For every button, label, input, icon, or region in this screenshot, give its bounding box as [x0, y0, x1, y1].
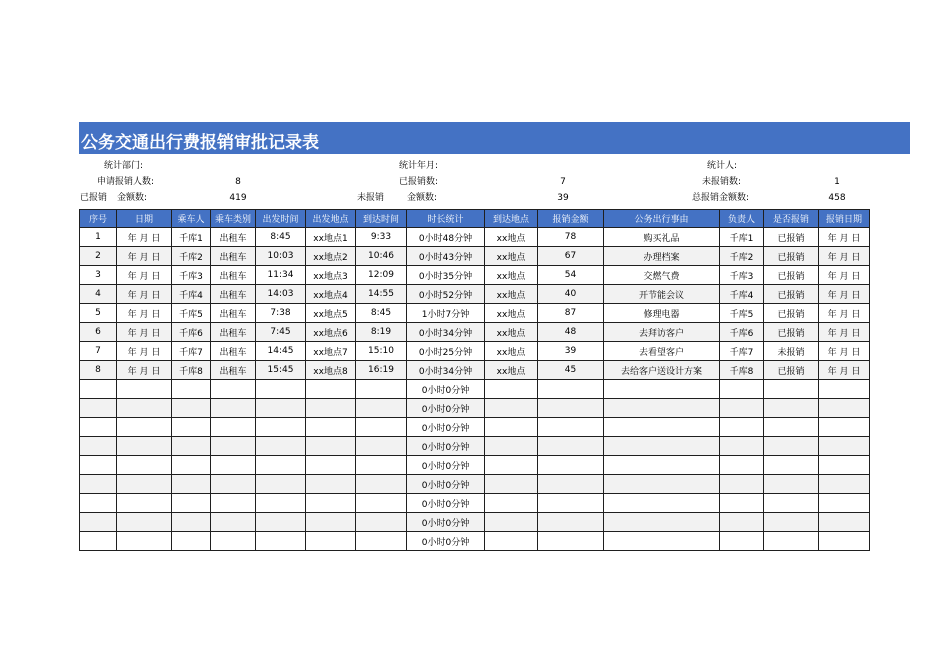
table-cell	[356, 494, 407, 513]
page-title: 公务交通出行费报销审批记录表	[81, 133, 319, 153]
table-cell: 千库7	[172, 342, 211, 361]
table-row	[80, 380, 870, 399]
table-cell: 6	[80, 323, 117, 342]
table-row	[80, 418, 870, 437]
reimbursed-amount-value: 419	[229, 193, 247, 203]
table-cell: 已报销	[764, 323, 819, 342]
reimbursed-count-label: 已报销数:	[398, 177, 438, 187]
table-cell: 7:45	[256, 323, 306, 342]
table-cell: 年 月 日	[117, 323, 172, 342]
table-cell	[306, 494, 356, 513]
table-cell: 年 月 日	[819, 361, 870, 380]
table-cell	[720, 513, 764, 532]
table-cell: 开节能会议	[604, 285, 720, 304]
table-cell: xx地点8	[306, 361, 356, 380]
column-header: 负责人	[720, 210, 764, 228]
table-cell: 1	[80, 228, 117, 247]
table-cell: 年 月 日	[117, 228, 172, 247]
table-cell: 78	[538, 228, 604, 247]
table-cell	[256, 532, 306, 551]
table-cell: 0小时0分钟	[407, 475, 485, 494]
table-cell: 39	[538, 342, 604, 361]
table-cell	[538, 380, 604, 399]
table-cell: 45	[538, 361, 604, 380]
table-cell	[306, 456, 356, 475]
table-cell	[720, 399, 764, 418]
table-cell	[604, 418, 720, 437]
column-header: 乘车人	[172, 210, 211, 228]
table-cell: 千库8	[720, 361, 764, 380]
table-cell: 11:34	[256, 266, 306, 285]
table-cell: 千库2	[172, 247, 211, 266]
table-cell	[604, 513, 720, 532]
table-cell	[80, 380, 117, 399]
table-cell: 出租车	[211, 342, 256, 361]
table-cell: 8	[80, 361, 117, 380]
table-cell: 千库3	[172, 266, 211, 285]
table-cell	[720, 456, 764, 475]
table-cell	[604, 532, 720, 551]
table-cell	[117, 494, 172, 513]
table-cell: 4	[80, 285, 117, 304]
table-cell: 出租车	[211, 247, 256, 266]
table-cell	[604, 437, 720, 456]
table-row	[80, 228, 870, 247]
table-cell: 1小时7分钟	[407, 304, 485, 323]
table-cell: 8:45	[256, 228, 306, 247]
table-cell: 10:46	[356, 247, 407, 266]
table-cell	[538, 494, 604, 513]
table-cell: 千库6	[172, 323, 211, 342]
table-cell: 年 月 日	[117, 247, 172, 266]
table-cell	[211, 494, 256, 513]
table-cell	[819, 380, 870, 399]
table-cell	[172, 475, 211, 494]
table-cell: 0小时52分钟	[407, 285, 485, 304]
table-cell	[604, 456, 720, 475]
table-row	[80, 494, 870, 513]
table-cell	[819, 437, 870, 456]
table-cell: 修理电器	[604, 304, 720, 323]
table-cell: 已报销	[764, 266, 819, 285]
table-cell: 去拜访客户	[604, 323, 720, 342]
table-cell	[720, 532, 764, 551]
table-cell	[256, 399, 306, 418]
column-header: 公务出行事由	[604, 210, 720, 228]
table-cell: 年 月 日	[819, 304, 870, 323]
table-cell: 48	[538, 323, 604, 342]
table-cell	[356, 399, 407, 418]
table-cell: 7:38	[256, 304, 306, 323]
table-cell	[306, 418, 356, 437]
table-cell	[764, 399, 819, 418]
table-cell	[538, 399, 604, 418]
table-row	[80, 266, 870, 285]
table-cell	[256, 456, 306, 475]
table-cell: 年 月 日	[117, 285, 172, 304]
table-cell: 0小时0分钟	[407, 380, 485, 399]
table-cell	[211, 532, 256, 551]
table-cell: 8:19	[356, 323, 407, 342]
table-cell	[819, 418, 870, 437]
table-cell	[256, 437, 306, 456]
table-cell	[117, 380, 172, 399]
title-bar	[79, 122, 910, 154]
table-cell	[604, 399, 720, 418]
column-header: 是否报销	[764, 210, 819, 228]
table-row	[80, 323, 870, 342]
table-cell: 年 月 日	[819, 228, 870, 247]
table-cell: 8:45	[356, 304, 407, 323]
table-cell: 出租车	[211, 304, 256, 323]
table-row	[80, 304, 870, 323]
table-cell: 0小时34分钟	[407, 361, 485, 380]
table-cell	[256, 380, 306, 399]
table-cell: 出租车	[211, 323, 256, 342]
column-header: 乘车类别	[211, 210, 256, 228]
reimbursed-label: 已报销	[80, 193, 108, 203]
table-cell	[172, 494, 211, 513]
table-cell: 年 月 日	[819, 285, 870, 304]
table-cell	[720, 494, 764, 513]
table-cell	[720, 475, 764, 494]
table-cell: 7	[80, 342, 117, 361]
table-cell: xx地点	[485, 304, 538, 323]
column-header: 时长统计	[407, 210, 485, 228]
table-cell: 交燃气费	[604, 266, 720, 285]
table-cell: 0小时0分钟	[407, 532, 485, 551]
table-cell	[356, 475, 407, 494]
table-cell	[211, 437, 256, 456]
table-cell	[764, 456, 819, 475]
table-cell: xx地点	[485, 342, 538, 361]
table-row	[80, 532, 870, 551]
table-cell: 0小时34分钟	[407, 323, 485, 342]
table-cell	[485, 513, 538, 532]
table-cell: 千库4	[720, 285, 764, 304]
table-cell: 16:19	[356, 361, 407, 380]
table-cell	[720, 437, 764, 456]
table-cell: 0小时0分钟	[407, 513, 485, 532]
table-cell: 年 月 日	[819, 247, 870, 266]
table-cell: 去给客户送设计方案	[604, 361, 720, 380]
total-amount-label: 总报销金额数:	[691, 193, 749, 203]
table-cell	[211, 513, 256, 532]
table-cell: 40	[538, 285, 604, 304]
table-cell	[538, 456, 604, 475]
column-header: 序号	[80, 210, 117, 228]
table-cell	[172, 399, 211, 418]
table-cell: 10:03	[256, 247, 306, 266]
table-cell	[604, 494, 720, 513]
table-cell	[485, 494, 538, 513]
reimbursement-table	[79, 209, 870, 551]
table-cell	[172, 513, 211, 532]
table-cell	[356, 437, 407, 456]
column-header: 到达地点	[485, 210, 538, 228]
table-cell	[356, 532, 407, 551]
table-cell: 千库5	[172, 304, 211, 323]
table-cell	[172, 456, 211, 475]
table-cell	[764, 418, 819, 437]
table-cell	[538, 532, 604, 551]
table-cell	[764, 494, 819, 513]
table-cell	[117, 418, 172, 437]
table-cell: 0小时48分钟	[407, 228, 485, 247]
table-cell: 5	[80, 304, 117, 323]
column-header: 出发时间	[256, 210, 306, 228]
table-cell: 已报销	[764, 228, 819, 247]
table-cell	[117, 399, 172, 418]
table-cell	[764, 532, 819, 551]
table-cell	[306, 380, 356, 399]
table-row	[80, 247, 870, 266]
table-cell: 14:55	[356, 285, 407, 304]
table-cell: 年 月 日	[117, 361, 172, 380]
table-cell	[117, 456, 172, 475]
table-cell: 出租车	[211, 228, 256, 247]
table-cell: xx地点7	[306, 342, 356, 361]
table-cell: 年 月 日	[117, 266, 172, 285]
table-cell	[485, 456, 538, 475]
table-cell	[80, 437, 117, 456]
table-cell	[485, 380, 538, 399]
table-row	[80, 456, 870, 475]
column-header: 出发地点	[306, 210, 356, 228]
table-cell	[819, 513, 870, 532]
table-cell: 已报销	[764, 361, 819, 380]
table-cell	[485, 475, 538, 494]
table-cell: 千库8	[172, 361, 211, 380]
table-cell	[604, 380, 720, 399]
table-cell	[604, 475, 720, 494]
table-cell: 出租车	[211, 266, 256, 285]
table-cell: 年 月 日	[117, 342, 172, 361]
table-cell	[485, 532, 538, 551]
table-row	[80, 437, 870, 456]
table-cell: 0小时0分钟	[407, 418, 485, 437]
table-cell: 54	[538, 266, 604, 285]
table-cell: xx地点2	[306, 247, 356, 266]
table-cell	[819, 456, 870, 475]
table-cell	[485, 437, 538, 456]
table-cell	[211, 456, 256, 475]
table-cell: 14:03	[256, 285, 306, 304]
table-cell	[356, 456, 407, 475]
table-cell	[80, 475, 117, 494]
column-header: 日期	[117, 210, 172, 228]
table-cell: 出租车	[211, 285, 256, 304]
table-cell: 出租车	[211, 361, 256, 380]
table-cell: xx地点4	[306, 285, 356, 304]
applicants-value: 8	[235, 177, 241, 187]
table-cell	[819, 494, 870, 513]
table-cell	[306, 513, 356, 532]
column-header: 报销金额	[538, 210, 604, 228]
table-cell: 0小时0分钟	[407, 494, 485, 513]
table-cell	[720, 380, 764, 399]
table-cell	[538, 475, 604, 494]
table-cell	[538, 437, 604, 456]
unreimbursed-count-label: 未报销数:	[701, 177, 741, 187]
table-cell: 0小时43分钟	[407, 247, 485, 266]
table-cell: 15:45	[256, 361, 306, 380]
table-cell	[117, 513, 172, 532]
table-cell	[80, 399, 117, 418]
table-cell	[211, 380, 256, 399]
table-cell	[256, 418, 306, 437]
table-row	[80, 342, 870, 361]
table-cell	[80, 418, 117, 437]
table-cell	[356, 418, 407, 437]
table-row	[80, 513, 870, 532]
table-cell	[80, 494, 117, 513]
table-cell: 0小时25分钟	[407, 342, 485, 361]
table-cell: 0小时0分钟	[407, 399, 485, 418]
table-cell	[172, 418, 211, 437]
table-cell: 千库4	[172, 285, 211, 304]
unreimbursed-label: 未报销	[357, 193, 385, 203]
table-cell	[538, 513, 604, 532]
column-header: 报销日期	[819, 210, 870, 228]
table-cell	[485, 399, 538, 418]
table-cell: 千库5	[720, 304, 764, 323]
table-cell	[117, 437, 172, 456]
table-cell	[306, 475, 356, 494]
table-cell: xx地点	[485, 285, 538, 304]
table-row	[80, 361, 870, 380]
table-cell	[356, 513, 407, 532]
year-month-label: 统计年月:	[398, 161, 438, 171]
table-cell: 已报销	[764, 304, 819, 323]
table-cell: xx地点	[485, 361, 538, 380]
table-cell: 年 月 日	[117, 304, 172, 323]
table-cell: 购买礼品	[604, 228, 720, 247]
table-cell: 已报销	[764, 247, 819, 266]
table-cell	[256, 513, 306, 532]
table-cell	[211, 399, 256, 418]
table-row	[80, 399, 870, 418]
table-cell	[306, 437, 356, 456]
table-cell	[819, 399, 870, 418]
table-cell: 办理档案	[604, 247, 720, 266]
table-cell: 87	[538, 304, 604, 323]
table-cell: 9:33	[356, 228, 407, 247]
table-cell	[720, 418, 764, 437]
table-cell: 15:10	[356, 342, 407, 361]
table-cell: xx地点	[485, 247, 538, 266]
table-cell: 0小时0分钟	[407, 456, 485, 475]
table-cell	[538, 418, 604, 437]
table-cell	[172, 437, 211, 456]
table-cell	[764, 380, 819, 399]
table-cell: xx地点6	[306, 323, 356, 342]
table-cell	[80, 532, 117, 551]
table-cell	[256, 494, 306, 513]
table-cell: 千库1	[172, 228, 211, 247]
table-cell: xx地点	[485, 266, 538, 285]
table-cell: xx地点1	[306, 228, 356, 247]
table-cell: 3	[80, 266, 117, 285]
table-header-row	[80, 210, 870, 228]
table-cell	[819, 475, 870, 494]
table-cell	[172, 532, 211, 551]
unreimbursed-count-value: 1	[834, 177, 840, 187]
column-header: 到达时间	[356, 210, 407, 228]
total-amount-value: 458	[828, 193, 846, 203]
table-cell: 12:09	[356, 266, 407, 285]
table-cell	[80, 456, 117, 475]
table-cell	[117, 475, 172, 494]
table-cell: 0小时0分钟	[407, 437, 485, 456]
table-cell	[764, 475, 819, 494]
table-cell	[819, 532, 870, 551]
table-cell	[764, 437, 819, 456]
table-cell	[356, 380, 407, 399]
unreimbursed-amount-label: 金额数:	[407, 193, 438, 203]
table-cell	[211, 418, 256, 437]
table-cell: 0小时35分钟	[407, 266, 485, 285]
table-cell: 去看望客户	[604, 342, 720, 361]
table-cell: xx地点	[485, 228, 538, 247]
table-cell	[764, 513, 819, 532]
table-cell: 2	[80, 247, 117, 266]
table-cell: 已报销	[764, 285, 819, 304]
table-cell: 千库1	[720, 228, 764, 247]
unreimbursed-amount-value: 39	[557, 193, 569, 203]
table-cell	[172, 380, 211, 399]
table-cell: 千库6	[720, 323, 764, 342]
table-cell: 年 月 日	[819, 323, 870, 342]
table-cell: 14:45	[256, 342, 306, 361]
table-cell: 千库7	[720, 342, 764, 361]
table-cell: xx地点3	[306, 266, 356, 285]
table-cell: 年 月 日	[819, 266, 870, 285]
table-cell	[80, 513, 117, 532]
table-cell: 67	[538, 247, 604, 266]
dept-label: 统计部门:	[103, 161, 143, 171]
table-cell	[485, 418, 538, 437]
table-cell: 千库2	[720, 247, 764, 266]
reimbursed-count-value: 7	[560, 177, 566, 187]
table-cell	[306, 532, 356, 551]
table-cell: 未报销	[764, 342, 819, 361]
table-cell	[306, 399, 356, 418]
stat-person-label: 统计人:	[706, 161, 737, 171]
table-cell	[117, 532, 172, 551]
table-cell: xx地点5	[306, 304, 356, 323]
table-cell: xx地点	[485, 323, 538, 342]
table-cell: 千库3	[720, 266, 764, 285]
table-cell	[256, 475, 306, 494]
table-cell	[211, 475, 256, 494]
table-row	[80, 285, 870, 304]
table-row	[80, 475, 870, 494]
reimbursed-amount-label: 金额数:	[117, 193, 148, 203]
table-cell: 年 月 日	[819, 342, 870, 361]
applicants-label: 申请报销人数:	[96, 177, 154, 187]
